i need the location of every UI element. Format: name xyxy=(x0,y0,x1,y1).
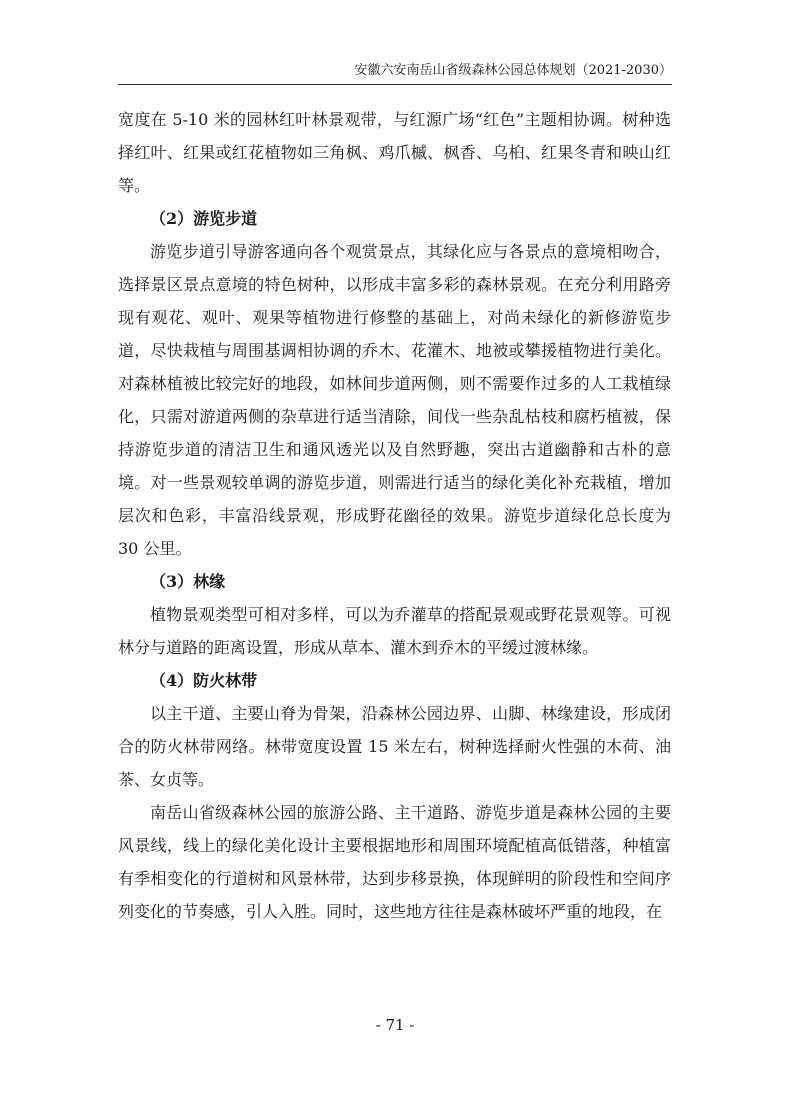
section-heading-forest-edge: （3）林缘 xyxy=(150,572,226,591)
page-number: - 71 - xyxy=(375,1016,415,1034)
section-heading-firebreak-belt: （4）防火林带 xyxy=(150,671,258,690)
header-title: 安徽六安南岳山省级森林公园总体规划（2021-2030） xyxy=(354,63,672,78)
page-footer xyxy=(0,1016,790,1034)
section-heading-tour-trail: （2）游览步道 xyxy=(150,209,258,228)
document-body xyxy=(118,103,671,928)
page-header xyxy=(118,62,672,85)
paragraph: 游览步道引导游客通向各个观赏景点，其绿化应与各景点的意境相吻合，选择景区景点意境的特色树种，以形成丰富多彩的森林景观。在充分利用路旁现有观花、观叶、观果等植物进行修整的基础上，对尚未绿化的新修游览步道，尽快栽植与周围基调相协调的乔木、花灌木、地被或攀援植物进行美化。对森林植被比较完好的地段，如林间步道两侧，则不需要作过多的人工栽植绿化，只需对游道两侧的杂草进行适当清除，间伐一些杂乱枯枝和腐朽植被，保持游览步道的清洁卫生和通风透光以及自然野趣，突出古道幽静和古朴的意境。对一些景观较单调的游览步道，则需进行适当的绿化美化补充栽植，增加层次和色彩，丰富沿线景观，形成野花幽径的效果。游览步道绿化总长度为 30 公里。 xyxy=(118,242,671,558)
paragraph: 以主干道、主要山脊为骨架，沿森林公园边界、山脚、林缘建设，形成闭合的防火林带网络。林带宽度设置 15 米左右，树种选择耐火性强的木荷、油茶、女贞等。 xyxy=(118,704,671,789)
paragraph: 宽度在 5-10 米的园林红叶林景观带，与红源广场“红色”主题相协调。树种选择红叶、红果或红花植物如三角枫、鸡爪槭、枫香、乌桕、红果冬青和映山红等。 xyxy=(118,110,671,195)
paragraph: 植物景观类型可相对多样，可以为乔灌草的搭配景观或野花景观等。可视林分与道路的距离设置，形成从草本、灌木到乔木的平缓过渡林缘。 xyxy=(118,605,671,657)
paragraph: 南岳山省级森林公园的旅游公路、主干道路、游览步道是森林公园的主要风景线，线上的绿化美化设计主要根据地形和周围环境配植高低错落，种植富有季相变化的行道树和风景林带，达到步移景换，体现鲜明的阶段性和空间序列变化的节奏感，引人入胜。同时，这些地方往往是森林破坏严重的地段，在 xyxy=(118,803,671,921)
